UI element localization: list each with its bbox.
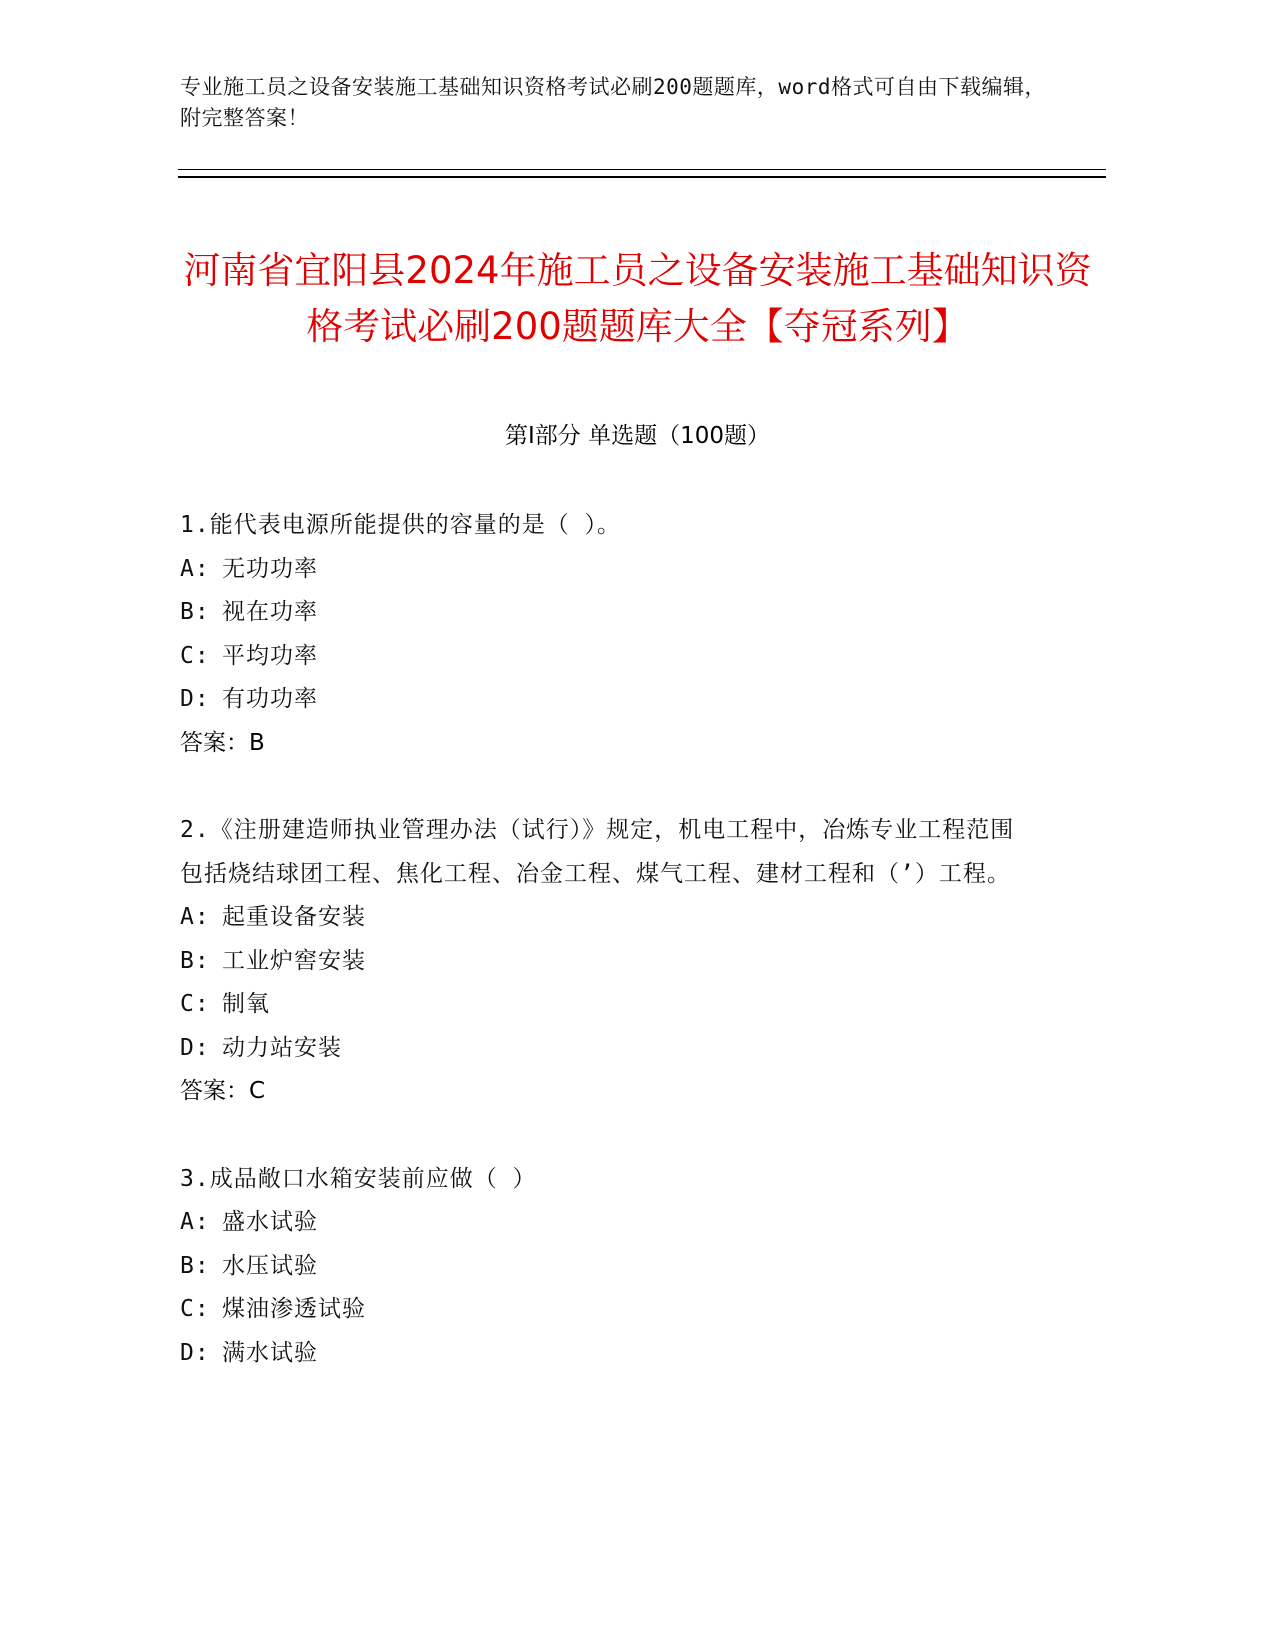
option-text: 有功功率: [222, 686, 318, 712]
question-stem: 1.能代表电源所能提供的容量的是（ ）。: [180, 512, 622, 538]
option-key: D:: [180, 686, 210, 712]
question-item: [180, 504, 1020, 765]
option-text: 无功功率: [222, 555, 318, 582]
option-key: C:: [180, 1296, 210, 1322]
option-key: C:: [180, 642, 210, 669]
option-c: [180, 1288, 1020, 1332]
header-note: 专业施工员之设备安装施工基础知识资格考试必刷200题题库，word格式可自由下载编辑，附完整答案！: [180, 75, 1046, 130]
option-text: 水压试验: [222, 1252, 318, 1279]
option-text: 视在功率: [222, 599, 318, 625]
option-d: [180, 678, 1020, 722]
option-text: 平均功率: [222, 642, 318, 669]
option-a: [180, 896, 1020, 940]
section-heading: 第Ⅰ部分 单选题（100题）: [505, 423, 770, 449]
option-c: [180, 983, 1020, 1027]
option-b: [180, 940, 1020, 984]
option-key: D:: [180, 1339, 210, 1366]
question-stem: 3.成品敞口水箱安装前应做（ ）: [180, 1165, 537, 1192]
option-a: [180, 548, 1020, 592]
question-item: [180, 1158, 1020, 1376]
option-key: D:: [180, 1034, 210, 1061]
option-d: [180, 1332, 1020, 1376]
option-key: B:: [180, 599, 210, 625]
option-b: [180, 591, 1020, 635]
option-key: C:: [180, 991, 210, 1017]
option-text: 盛水试验: [222, 1209, 318, 1235]
question-list: [180, 504, 1020, 1419]
document-title: 河南省宜阳县2024年施工员之设备安装施工基础知识资格考试必刷200题题库大全【夺冠系列】: [183, 248, 1092, 348]
option-key: A:: [180, 555, 210, 582]
option-key: B:: [180, 1252, 210, 1279]
answer-line: 答案：C: [180, 1078, 266, 1104]
question-item: [180, 809, 1020, 1114]
option-key: A:: [180, 1209, 210, 1235]
option-text: 起重设备安装: [222, 904, 366, 930]
option-text: 煤油渗透试验: [222, 1296, 366, 1322]
option-key: B:: [180, 947, 210, 974]
option-text: 工业炉窖安装: [222, 947, 366, 974]
header-divider-thin: [178, 169, 1106, 170]
answer-line: 答案：B: [180, 729, 265, 756]
option-text: 满水试验: [222, 1339, 318, 1366]
header-divider-thick: [178, 176, 1106, 178]
question-stem: 2.《注册建造师执业管理办法（试行）》规定，机电工程中，冶炼专业工程范围包括烧结球团工程、焦化工程、冶金工程、煤气工程、建材工程和（’）工程。: [180, 817, 1015, 887]
option-text: 制氧: [222, 991, 270, 1017]
option-c: [180, 635, 1020, 679]
option-b: [180, 1245, 1020, 1289]
option-key: A:: [180, 904, 210, 930]
option-d: [180, 1027, 1020, 1071]
option-a: [180, 1201, 1020, 1245]
option-text: 动力站安装: [222, 1034, 342, 1061]
